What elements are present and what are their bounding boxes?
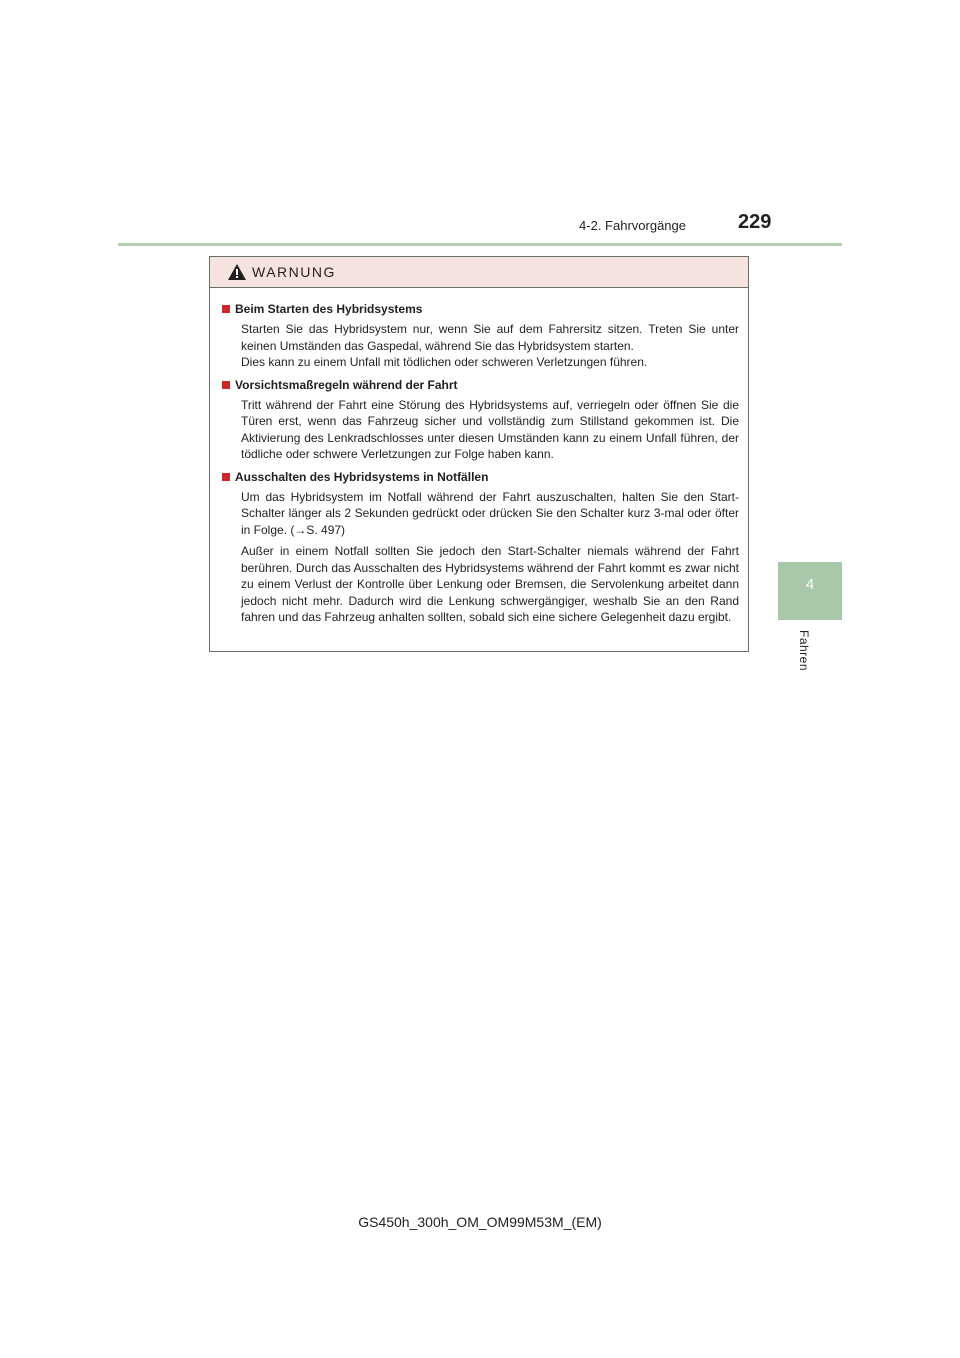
warning-triangle-icon <box>228 264 246 280</box>
square-bullet-icon <box>222 381 230 389</box>
section-heading <box>222 468 739 486</box>
section-paragraph: Starten Sie das Hybridsystem nur, wenn Sie auf dem Fahrersitz sitzen. Treten Sie unter keinen Umständen das Gaspedal, während Sie das Hybridsystem starten. Dies kann zu einem Unfall mit tödlichen oder schweren Verletzungen führen. <box>241 322 739 369</box>
warning-header <box>210 257 748 288</box>
chapter-number: 4 <box>805 576 815 593</box>
section-heading <box>222 300 739 318</box>
section-paragraph: Um das Hybridsystem im Notfall während der Fahrt auszuschalten, halten Sie den Start-Schalter länger als 2 Sekunden gedrückt oder drücken Sie den Schalter kurz 3-mal oder öfter in Folge. (→S. 497) <box>241 489 739 537</box>
section-heading-text: Beim Starten des Hybridsystems <box>235 302 423 316</box>
section-heading-text: Ausschalten des Hybridsystems in Notfällen <box>235 469 489 484</box>
square-bullet-icon <box>222 473 230 481</box>
warning-section <box>222 468 739 626</box>
chapter-label: Fahren <box>797 630 811 672</box>
square-bullet-icon <box>222 305 230 313</box>
document-code: GS450h_300h_OM_OM99M53M_(EM) <box>358 1214 602 1230</box>
header-rule <box>118 243 842 246</box>
warning-section <box>222 300 739 371</box>
warning-title: WARNUNG <box>252 264 336 280</box>
section-title: 4-2. Fahrvorgänge <box>579 218 686 233</box>
warning-body <box>210 288 748 626</box>
section-paragraph: Außer in einem Notfall sollten Sie jedoch den Start-Schalter niemals während der Fahrt berühren. Durch das Ausschalten des Hybridsystems während der Fahrt kommt es zwar nicht zu einem Verlust der Kontrolle über Lenkung oder Bremsen, die Servolenkung arbeitet dann jedoch nicht mehr. Dadurch wird die Lenkung schwergängiger, weshalb Sie an den Rand fahren und das Fahrzeug anhalten sollten, sobald sich eine sichere Gelegenheit dazu ergibt. <box>241 544 739 624</box>
page-number: 229 <box>738 211 772 233</box>
section-heading <box>222 376 739 394</box>
section-paragraph: Tritt während der Fahrt eine Störung des Hybridsystems auf, verriegeln oder öffnen Sie die Türen erst, wenn das Fahrzeug sicher und vollständig zum Stillstand gekommen ist. Die Aktivierung des Lenkradschlosses unter diesen Umständen kann zu einem Unfall führen, der tödliche oder schwere Verletzungen zur Folge haben kann. <box>241 397 739 461</box>
section-heading-text: Vorsichtsmaßregeln während der Fahrt <box>235 377 458 392</box>
chapter-tab <box>778 562 842 620</box>
warning-box <box>209 256 749 652</box>
warning-section <box>222 376 739 463</box>
